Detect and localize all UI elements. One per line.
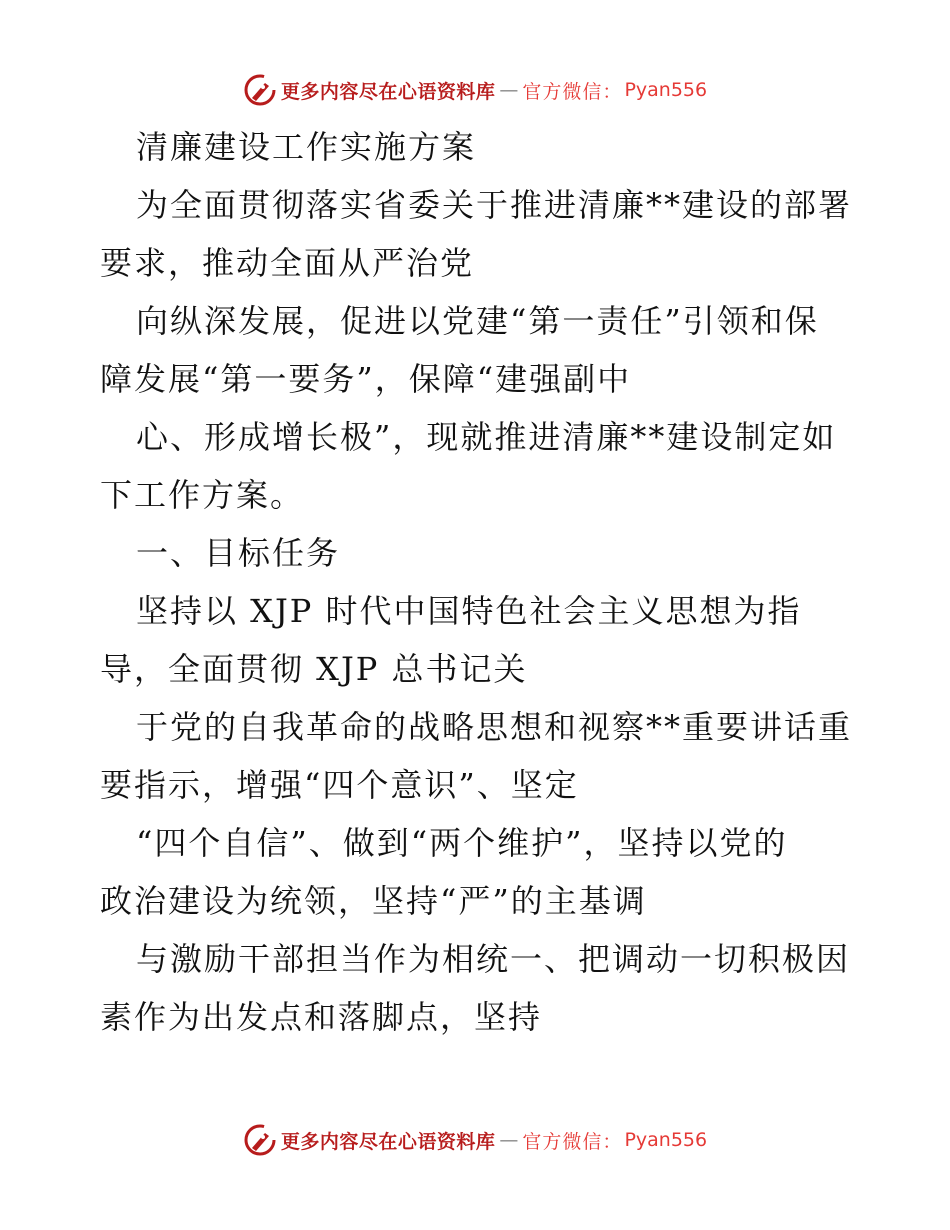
- watermark-dash: —: [499, 1129, 519, 1151]
- text-line: 障发展“第一要务”，保障“建强副中: [100, 360, 632, 398]
- text-line: 为全面贯彻落实省委关于推进清廉**建设的部署: [136, 186, 853, 224]
- text-line: 向纵深发展，促进以党建“第一责任”引领和保: [136, 302, 819, 340]
- text-line: 于党的自我革命的战略思想和视察**重要讲话重: [136, 708, 853, 746]
- watermark-wechat-id: Pyan556: [624, 79, 708, 101]
- text-line: 政治建设为统领，坚持“严”的主基调: [100, 882, 647, 920]
- text-line: 要求，推动全面从严治党: [100, 244, 475, 282]
- watermark-main-text: 更多内容尽在心语资料库: [280, 80, 496, 103]
- watermark-sub-text: 官方微信：: [522, 1130, 623, 1153]
- text-line: “四个自信”、做到“两个维护”，坚持以党的: [136, 824, 788, 862]
- watermark-dash: —: [499, 79, 519, 101]
- watermark-sub-text: 官方微信：: [522, 80, 623, 103]
- watermark-main-text: 更多内容尽在心语资料库: [280, 1130, 496, 1153]
- section-heading: 一、目标任务: [136, 534, 341, 572]
- pen-logo-icon: [243, 73, 277, 107]
- document-title: 清廉建设工作实施方案: [136, 128, 477, 166]
- document-body: [100, 118, 860, 1046]
- watermark-footer: [0, 1120, 950, 1160]
- pen-logo-icon: [243, 1123, 277, 1157]
- text-line: 要指示，增强“四个意识”、坚定: [100, 766, 579, 804]
- text-line: 导，全面贯彻 XJP 总书记关: [100, 650, 528, 688]
- watermark-header: [0, 70, 950, 110]
- text-line: 下工作方案。: [100, 476, 305, 514]
- text-line: 心、形成增长极”，现就推进清廉**建设制定如: [136, 418, 837, 456]
- text-line: 素作为出发点和落脚点，坚持: [100, 998, 543, 1036]
- text-line: 与激励干部担当作为相统一、把调动一切积极因: [136, 940, 851, 978]
- watermark-wechat-id: Pyan556: [624, 1129, 708, 1151]
- text-line: 坚持以 XJP 时代中国特色社会主义思想为指: [136, 592, 802, 630]
